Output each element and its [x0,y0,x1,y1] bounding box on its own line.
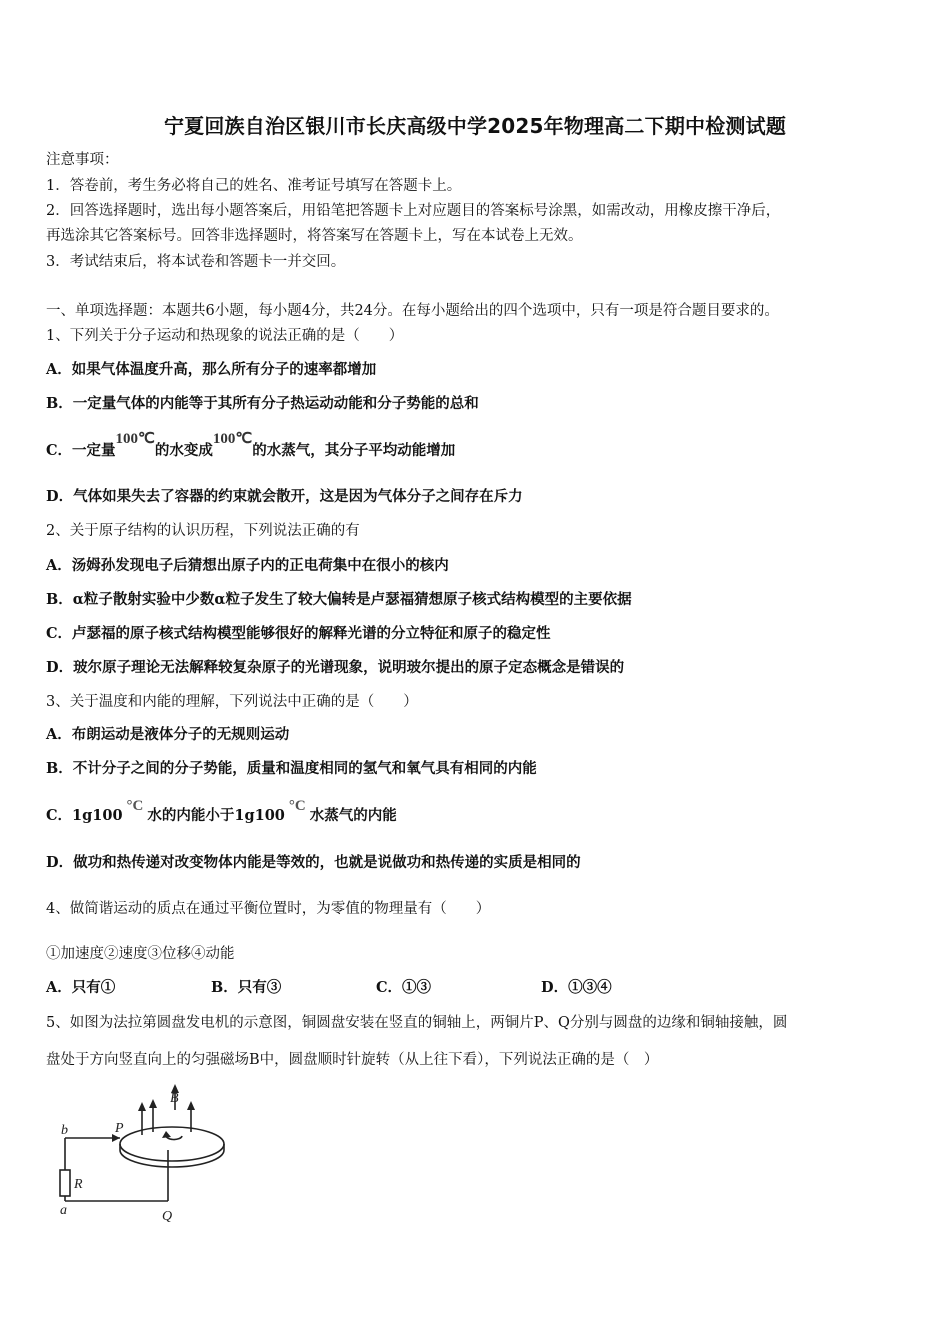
notice-heading: 注意事项： [46,152,119,168]
label-q: Q [162,1209,173,1224]
q1-option-c [46,431,456,461]
q4-list: ①加速度②速度③位移④动能 [46,946,235,962]
q3-option-c [46,798,397,826]
label-b: b [61,1123,68,1138]
q2-option-d: D．玻尔原子理论无法解释较复杂原子的光谱现象，说明玻尔提出的原子定态概念是错误的 [46,659,625,676]
q5-stem-line2: 盘处于方向竖直向上的匀强磁场B中，圆盘顺时针旋转（从上往下看），下列说法正确的是（ ） [46,1052,659,1068]
q1-c-post: 的水蒸气，其分子平均动能增加 [252,442,456,459]
q3-c-unit1: °C [126,798,144,814]
notice-item-2-cont: 再选涂其它答案标号。回答非选择题时，将答案写在答题卡上，写在本试卷上无效。 [46,228,583,244]
q1-c-mid: 的水变成 [154,442,213,459]
label-field-b: B [170,1091,179,1106]
copper-disk-top [120,1127,224,1161]
q4-option-d: D．①③④ [541,979,612,996]
q3-c-pre: C．1g100 [46,807,123,824]
q2-option-c: C．卢瑟福的原子核式结构模型能够很好的解释光谱的分立特征和原子的稳定性 [46,625,551,642]
rotation-arrowhead [162,1131,171,1138]
q1-option-b: B．一定量气体的内能等于其所有分子热运动动能和分子势能的总和 [46,395,479,412]
field-arrowhead-2 [149,1099,157,1108]
q2-stem: 2、关于原子结构的认识历程，下列说法正确的有 [46,523,360,539]
q4-option-a: A．只有① [46,979,116,996]
field-arrowhead-1 [138,1102,146,1111]
q1-stem: 1、下列关于分子运动和热现象的说法正确的是（ ） [46,328,404,344]
label-r: R [74,1177,83,1192]
q4-options [46,978,612,998]
q3-c-post: 水蒸气的内能 [309,807,397,824]
faraday-disk-figure [50,1080,250,1230]
field-arrowhead-4 [187,1101,195,1110]
q5-stem-line1: 5、如图为法拉第圆盘发电机的示意图，铜圆盘安装在竖直的铜轴上，两铜片P、Q分别与圆盘的边缘和铜轴接触，圆 [46,1015,788,1031]
q3-c-unit2: °C [288,798,306,814]
q3-c-mid: 水的内能小于1g100 [147,807,285,824]
notice-item-3: 3．考试结束后，将本试卷和答题卡一并交回。 [46,254,346,270]
q1-option-d: D．气体如果失去了容器的约束就会散开，这是因为气体分子之间存在斥力 [46,488,523,505]
q1-c-temp1: 100℃ [115,431,155,447]
q4-option-c: C．①③ [376,979,432,996]
q2-option-a: A．汤姆孙发现电子后猜想出原子内的正电荷集中在很小的核内 [46,557,449,574]
q4-option-b: B．只有③ [211,979,282,996]
q3-stem: 3、关于温度和内能的理解，下列说法中正确的是（ ） [46,694,418,710]
q2-option-b: B．α粒子散射实验中少数α粒子发生了较大偏转是卢瑟福猜想原子核式结构模型的主要依据 [46,591,632,608]
q3-option-b: B．不计分子之间的分子势能，质量和温度相同的氢气和氧气具有相同的内能 [46,760,537,777]
q3-option-d: D．做功和热传递对改变物体内能是等效的，也就是说做功和热传递的实质是相同的 [46,854,581,871]
q1-c-temp2: 100℃ [212,431,253,447]
notice-item-2: 2．回答选择题时，选出每小题答案后，用铅笔把答题卡上对应题目的答案标号涂黑，如需改动，用橡皮擦干净后， [46,203,781,219]
q1-c-pre: C．一定量 [46,442,116,459]
notice-item-1: 1．答卷前，考生务必将自己的姓名、准考证号填写在答题卡上。 [46,178,462,194]
q1-option-a: A．如果气体温度升高，那么所有分子的速率都增加 [46,361,377,378]
exam-title: 宁夏回族自治区银川市长庆高级中学2025年物理高二下期中检测试题 [163,114,787,138]
label-a: a [60,1203,67,1218]
q3-option-a: A．布朗运动是液体分子的无规则运动 [46,726,290,743]
resistor-r [60,1170,70,1196]
label-p: P [115,1121,124,1136]
q4-stem: 4、做简谐运动的质点在通过平衡位置时，为零值的物理量有（ ） [46,901,491,917]
section-heading: 一、单项选择题：本题共6小题，每小题4分，共24分。在每小题给出的四个选项中，只有一项是符合题目要求的。 [46,303,779,319]
